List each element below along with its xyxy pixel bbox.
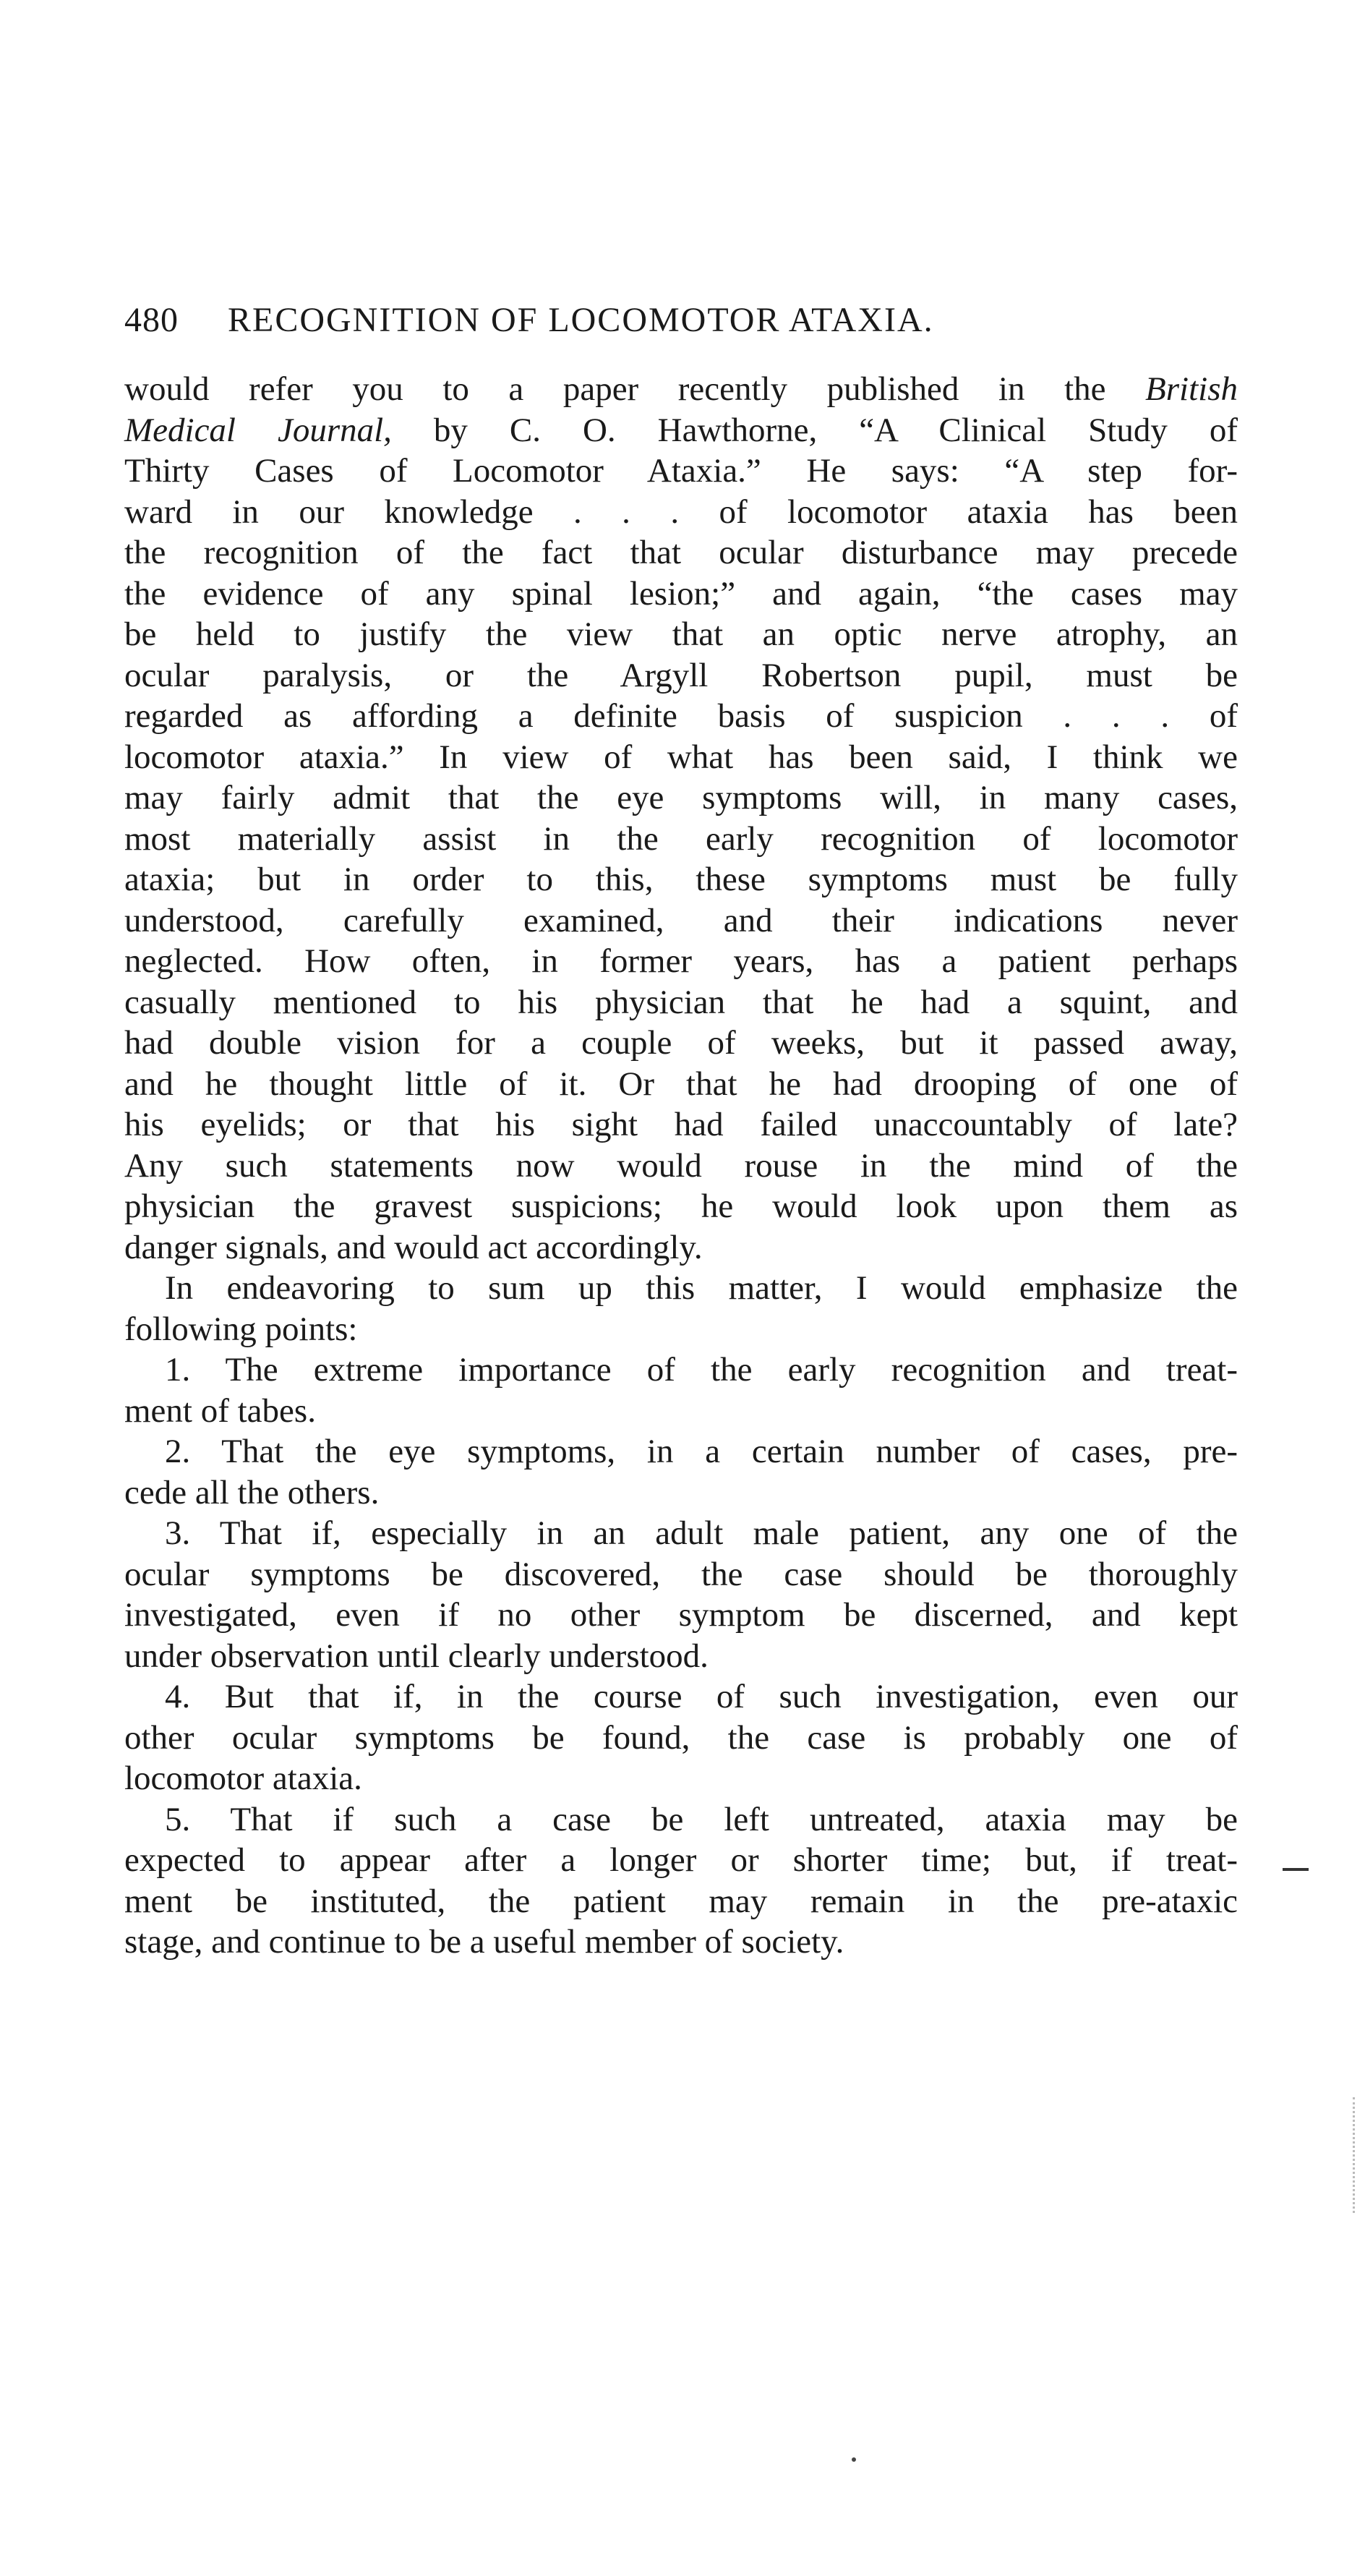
text-run: the recognition of the fact that ocular disturbance may precede (124, 534, 1238, 571)
text-run: the evidence of any spinal lesion;” and again, “the cases may (124, 574, 1238, 613)
text-run: other ocular symptoms be found, the case is probably one of (124, 1718, 1238, 1757)
text-run: most materially assist in the early recognition of locomotor (124, 819, 1238, 858)
running-head (124, 295, 1252, 346)
text-line (124, 1268, 1238, 1309)
text-line (124, 573, 1238, 615)
text-run: ment be instituted, the patient may remain in the pre-ataxic (124, 1882, 1238, 1920)
text-line (124, 1799, 1238, 1841)
text-line (124, 1064, 1238, 1105)
text-run: 2. That the eye symptoms, in a certain number of cases, pre- (165, 1433, 1238, 1470)
text-run: regarded as affording a definite basis of suspicion . . . of (124, 697, 1238, 735)
text-line (124, 859, 1238, 900)
text-line (124, 1554, 1238, 1595)
text-run: ment of tabes. (124, 1391, 316, 1430)
text-line (124, 492, 1238, 533)
numbered-point-1 (124, 1349, 1238, 1431)
text-line (124, 410, 1238, 451)
italic-text-run: British (1145, 370, 1238, 408)
text-line (124, 737, 1238, 778)
text-line (124, 1676, 1238, 1718)
text-run: neglected. How often, in former years, has a patient perhaps (124, 942, 1238, 980)
text-run: had double vision for a couple of weeks, but it passed away, (124, 1024, 1238, 1062)
text-run: ataxia; but in order to this, these symptoms must be fully (124, 861, 1238, 898)
page-edge-dots (1353, 2097, 1358, 2213)
text-run: ward in our knowledge . . . of locomotor ataxia has been (124, 492, 1238, 531)
text-run: stage, and continue to be a useful member of society. (124, 1923, 844, 1961)
paragraph-summary-intro (124, 1268, 1238, 1349)
italic-text-run: Medical Journal, (124, 411, 392, 449)
text-run: 3. That if, especially in an adult male patient, any one of the (165, 1514, 1238, 1552)
text-line (124, 1718, 1238, 1759)
text-run: cede all the others. (124, 1473, 380, 1511)
text-line (124, 1636, 1238, 1677)
text-run: understood, carefully examined, and their indications never (124, 901, 1238, 939)
text-run: locomotor ataxia.” In view of what has been said, I think we (124, 738, 1238, 776)
text-line (124, 1513, 1238, 1554)
print-speck (852, 2457, 856, 2462)
text-line (124, 1023, 1238, 1064)
text-run: Any such statements now would rouse in the mind of the (124, 1146, 1238, 1185)
text-line (124, 1758, 1238, 1799)
text-line (124, 1146, 1238, 1187)
numbered-point-3 (124, 1513, 1238, 1676)
text-line (124, 1431, 1238, 1472)
running-title: RECOGNITION OF LOCOMOTOR ATAXIA. (228, 301, 934, 339)
page-number: 480 (124, 301, 179, 339)
text-line (124, 1840, 1238, 1881)
text-run: investigated, even if no other symptom be discerned, and kept (124, 1596, 1238, 1634)
text-line (124, 982, 1238, 1023)
text-line (124, 941, 1238, 982)
text-run: casually mentioned to his physician that he had a squint, and (124, 983, 1238, 1021)
text-run: by C. O. Hawthorne, “A Clinical Study of (391, 411, 1238, 449)
text-line (124, 369, 1238, 410)
text-run: 5. That if such a case be left untreated, ataxia may be (165, 1800, 1238, 1838)
text-line (124, 1227, 1238, 1268)
text-run: physician the gravest suspicions; he would look upon them as (124, 1187, 1238, 1225)
text-run: locomotor ataxia. (124, 1760, 362, 1797)
text-run: and he thought little of it. Or that he had drooping of one of (124, 1065, 1238, 1103)
text-run: In endeavoring to sum up this matter, I would emphasize the (165, 1269, 1238, 1307)
text-line (124, 696, 1238, 737)
text-line (124, 451, 1238, 492)
text-run: ocular paralysis, or the Argyll Robertson pupil, must be (124, 656, 1238, 694)
text-run: 1. The extreme importance of the early recognition and treat- (165, 1351, 1238, 1389)
text-run: his eyelids; or that his sight had failed unaccountably of late? (124, 1106, 1238, 1143)
text-run: ocular symptoms be discovered, the case should be thoroughly (124, 1555, 1238, 1593)
text-run: under observation until clearly understood. (124, 1637, 709, 1675)
text-run: 4. But that if, in the course of such investigation, even our (165, 1678, 1238, 1715)
text-line (124, 1881, 1238, 1922)
text-line (124, 655, 1238, 696)
text-line (124, 819, 1238, 860)
text-line (124, 1595, 1238, 1636)
text-line (124, 1309, 1238, 1350)
margin-dash-mark (1283, 1868, 1309, 1871)
text-line (124, 532, 1238, 573)
numbered-point-2 (124, 1431, 1238, 1513)
text-line (124, 1391, 1238, 1432)
text-run: expected to appear after a longer or shorter time; but, if treat- (124, 1841, 1238, 1879)
text-run: Thirty Cases of Locomotor Ataxia.” He says: “A step for- (124, 452, 1238, 490)
text-line (124, 1104, 1238, 1146)
text-line (124, 777, 1238, 819)
text-run: danger signals, and would act accordingly. (124, 1228, 703, 1266)
text-line (124, 1472, 1238, 1514)
paragraph-quotation-discussion (124, 369, 1238, 1268)
text-run: be held to justify the view that an optic nerve atrophy, an (124, 615, 1238, 653)
numbered-point-5 (124, 1799, 1238, 1963)
body-text (124, 369, 1238, 1963)
text-run: may fairly admit that the eye symptoms will, in many cases, (124, 779, 1238, 816)
text-run: would refer you to a paper recently published in the (124, 370, 1146, 408)
text-line (124, 1349, 1238, 1391)
text-line (124, 1186, 1238, 1227)
text-line (124, 1922, 1238, 1963)
text-line (124, 614, 1238, 655)
numbered-point-4 (124, 1676, 1238, 1799)
text-line (124, 900, 1238, 942)
text-run: following points: (124, 1310, 358, 1348)
